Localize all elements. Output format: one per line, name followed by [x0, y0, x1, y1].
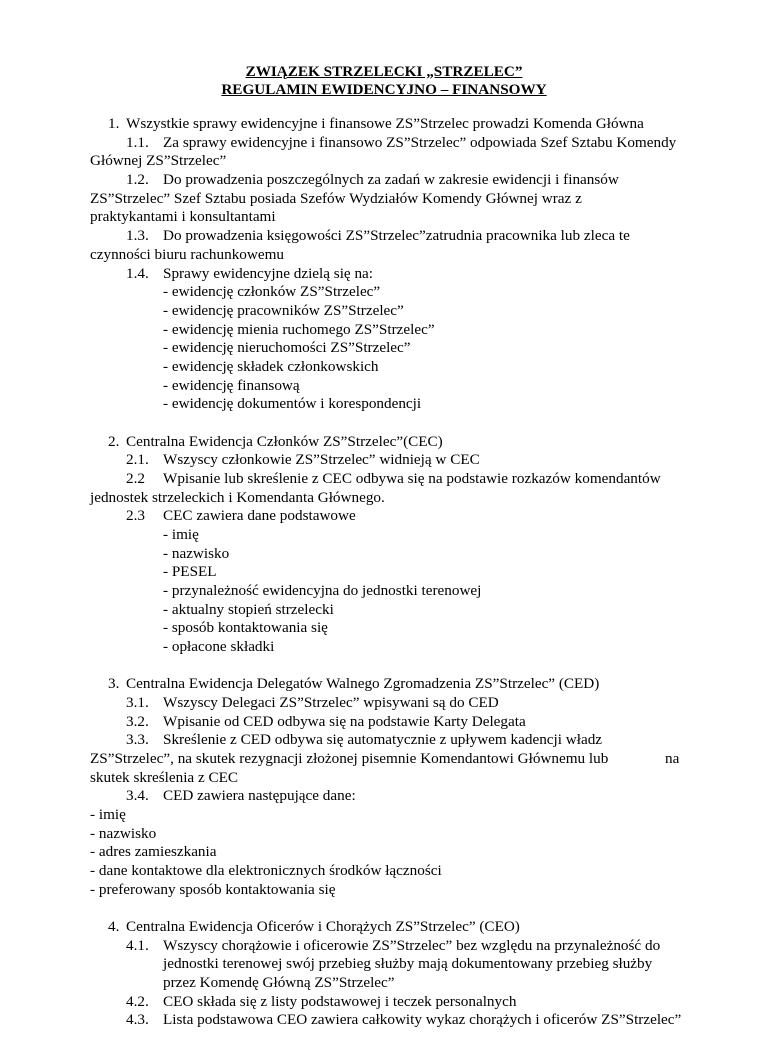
list-item-text: - ewidencję dokumentów i korespondencji: [163, 395, 422, 413]
paragraph-text: Wpisanie od CED odbywa się na podstawie Karty Delegata: [163, 712, 526, 730]
section-title: Centralna Ewidencja Oficerów i Chorążych ZS”Strzelec” (CEO): [126, 918, 520, 935]
list-item: [0, 862, 768, 881]
list-item: [0, 601, 768, 620]
paragraph: [0, 1011, 768, 1030]
list-item: [0, 881, 768, 900]
paragraph-text: CED zawiera następujące dane:: [163, 787, 356, 805]
list-item-text: - preferowany sposób kontaktowania się: [90, 880, 336, 898]
paragraph-number: 2.3: [126, 507, 145, 525]
paragraph-number: 4.1.: [126, 936, 149, 954]
list-item: [0, 358, 768, 377]
list-item-text: - ewidencję składek członkowskich: [163, 357, 379, 375]
list-item-text: - ewidencję nieruchomości ZS”Strzelec”: [163, 339, 411, 357]
list-item: [0, 526, 768, 545]
paragraph-number: 4.2.: [126, 992, 149, 1010]
list-item-text: - imię: [163, 525, 199, 543]
document-title: ZWIĄZEK STRZELECKI „STRZELEC”: [245, 63, 523, 80]
list-item-text: - ewidencję mienia ruchomego ZS”Strzelec”: [163, 320, 435, 338]
paragraph-text: Wpisanie lub skreślenie z CEC odbywa się na podstawie rozkazów komendantów: [163, 469, 661, 487]
paragraph-text: Wszyscy Delegaci ZS”Strzelec” wpisywani są do CED: [163, 693, 499, 711]
paragraph: [0, 713, 768, 732]
list-item-text: - przynależność ewidencyjna do jednostki terenowej: [163, 582, 482, 599]
paragraph: [0, 787, 768, 806]
paragraph-text: ZS”Strzelec”, na skutek rezygnacji złożonej pisemnie Komendantowi Głównemu lub: [90, 750, 609, 767]
paragraph-continuation: [0, 489, 768, 508]
paragraph-number: 2.1.: [126, 451, 149, 469]
section-number: 2.: [108, 432, 120, 450]
section-number: 1.: [108, 115, 120, 132]
section-1: [0, 115, 768, 414]
list-item-text: - ewidencję finansową: [163, 376, 300, 394]
list-item: [0, 825, 768, 844]
paragraph-text: Do prowadzenia księgowości ZS”Strzelec”zatrudnia pracownika lub zleca te: [163, 227, 630, 245]
paragraph-text: CEO składa się z listy podstawowej i teczek personalnych: [163, 992, 517, 1010]
section-2: [0, 433, 768, 657]
list-item-text: - aktualny stopień strzelecki: [163, 600, 334, 618]
paragraph-text: Skreślenie z CED odbywa się automatycznie z upływem kadencji władz: [163, 731, 603, 749]
list-item-text: - dane kontaktowe dla elektronicznych środków łączności: [90, 862, 442, 880]
list-item: [0, 395, 768, 414]
section-heading: [0, 918, 768, 937]
paragraph-text: Wszyscy chorążowie i oficerowie ZS”Strzelec” bez względu na przynależność do: [163, 936, 661, 954]
section-number: 4.: [108, 918, 120, 935]
section-heading: [0, 433, 768, 452]
paragraph-text: przez Komendę Główną ZS”Strzelec”: [163, 974, 395, 992]
section-title: Wszystkie sprawy ewidencyjne i finansowe ZS”Strzelec prowadzi Komenda Główna: [126, 115, 644, 132]
paragraph-text: czynności biuru rachunkowemu: [90, 245, 285, 263]
paragraph-text: skutek skreślenia z CEC: [90, 768, 239, 786]
paragraph-text: Za sprawy ewidencyjne i finansowo ZS”Strzelec” odpowiada Szef Sztabu Komendy: [163, 133, 677, 151]
paragraph-number: 1.3.: [126, 227, 149, 245]
list-item: [0, 377, 768, 396]
paragraph-number: 3.4.: [126, 787, 149, 805]
list-item: [0, 339, 768, 358]
section-heading: [0, 115, 768, 134]
paragraph: [0, 507, 768, 526]
document-subtitle: REGULAMIN EWIDENCYJNO – FINANSOWY: [221, 81, 547, 98]
paragraph-number: 4.3.: [126, 1011, 149, 1029]
paragraph-number: 2.2: [126, 469, 145, 487]
paragraph-continuation: [0, 750, 768, 769]
paragraph-continuation: [0, 152, 768, 171]
list-item-text: - nazwisko: [90, 824, 157, 842]
paragraph: [0, 993, 768, 1012]
paragraph-text: Wszyscy członkowie ZS”Strzelec” widnieją w CEC: [163, 451, 480, 469]
paragraph: [0, 134, 768, 153]
list-item: [0, 283, 768, 302]
paragraph-text: jednostki terenowej swój przebieg służby mają dokumentowany przebieg służby: [163, 955, 653, 973]
paragraph-text: Głównej ZS”Strzelec”: [90, 152, 227, 170]
paragraph-continuation: [0, 974, 768, 993]
paragraph-text: praktykantami i konsultantami: [90, 208, 276, 226]
paragraph-text: jednostek strzeleckich i Komendanta Głównego.: [90, 488, 385, 506]
paragraph-number: 1.2.: [126, 171, 149, 189]
paragraph: [0, 694, 768, 713]
list-item-text: - sposób kontaktowania się: [163, 619, 328, 637]
section-3: [0, 675, 768, 899]
section-heading: [0, 675, 768, 694]
paragraph-continuation: [0, 190, 768, 209]
list-item: [0, 582, 768, 601]
section-number: 3.: [108, 675, 120, 693]
paragraph-number: 3.3.: [126, 731, 149, 749]
list-item: [0, 563, 768, 582]
paragraph: [0, 937, 768, 956]
list-item: [0, 638, 768, 657]
paragraph-text: Lista podstawowa CEO zawiera całkowity wykaz chorążych i oficerów ZS”Strzelec”: [163, 1011, 682, 1029]
list-item: [0, 843, 768, 862]
paragraph: [0, 470, 768, 489]
list-item-text: - ewidencję członków ZS”Strzelec”: [163, 283, 381, 301]
list-item: [0, 806, 768, 825]
paragraph: [0, 265, 768, 284]
paragraph-number: 3.2.: [126, 712, 149, 730]
list-item: [0, 545, 768, 564]
paragraph-text-end: na: [665, 750, 680, 767]
paragraph-continuation: [0, 246, 768, 265]
list-item-text: - adres zamieszkania: [90, 843, 217, 861]
paragraph-number: 3.1.: [126, 693, 149, 711]
paragraph-continuation: [0, 769, 768, 788]
paragraph-text: Sprawy ewidencyjne dzielą się na:: [163, 264, 374, 282]
paragraph-text: Do prowadzenia poszczególnych za zadań w zakresie ewidencji i finansów: [163, 171, 619, 189]
list-item-text: - nazwisko: [163, 544, 230, 562]
paragraph: [0, 731, 768, 750]
paragraph: [0, 227, 768, 246]
paragraph-continuation: [0, 955, 768, 974]
list-item-text: - ewidencję pracowników ZS”Strzelec”: [163, 301, 404, 319]
paragraph-text: CEC zawiera dane podstawowe: [163, 507, 356, 525]
list-item-text: - PESEL: [163, 563, 217, 581]
list-item-text: - imię: [90, 806, 126, 824]
paragraph-continuation: [0, 208, 768, 227]
list-item: [0, 302, 768, 321]
paragraph-number: 1.1.: [126, 133, 149, 151]
section-title: Centralna Ewidencja Członków ZS”Strzelec”(CEC): [126, 432, 443, 450]
paragraph: [0, 171, 768, 190]
paragraph: [0, 451, 768, 470]
section-4: [0, 918, 768, 1030]
paragraph-number: 1.4.: [126, 264, 149, 282]
paragraph-text: ZS”Strzelec” Szef Sztabu posiada Szefów Wydziałów Komendy Głównej wraz z: [90, 189, 582, 207]
list-item-text: - opłacone składki: [163, 638, 275, 656]
list-item: [0, 619, 768, 638]
section-title: Centralna Ewidencja Delegatów Walnego Zgromadzenia ZS”Strzelec” (CED): [126, 675, 600, 693]
list-item: [0, 321, 768, 340]
document-body: [0, 115, 768, 1049]
